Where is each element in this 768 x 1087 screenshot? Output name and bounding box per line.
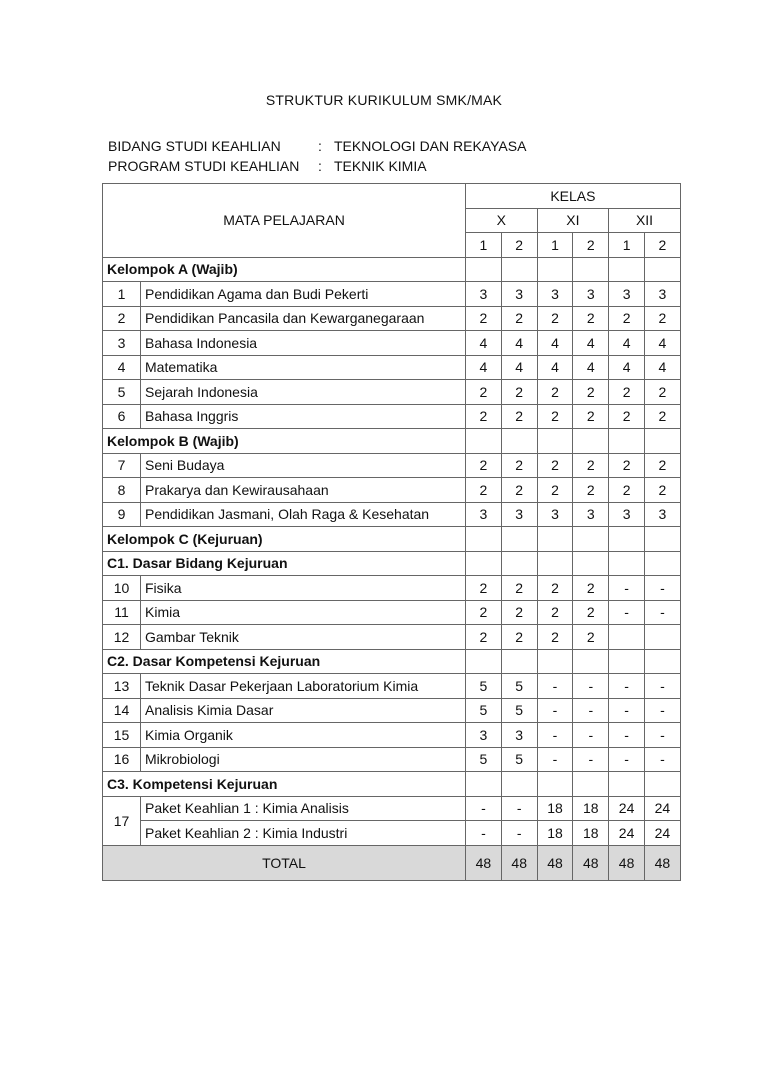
hours-value: 2 <box>609 453 645 478</box>
row-number: 7 <box>103 453 141 478</box>
row-number: 8 <box>103 478 141 503</box>
empty-cell <box>573 772 609 797</box>
empty-cell <box>501 551 537 576</box>
hours-value: 2 <box>537 576 573 601</box>
empty-cell <box>644 551 680 576</box>
total-value: 48 <box>644 845 680 880</box>
empty-cell <box>537 429 573 454</box>
row-number: 5 <box>103 380 141 405</box>
subject-name: Bahasa Inggris <box>141 404 466 429</box>
hours-value: 4 <box>501 355 537 380</box>
empty-cell <box>644 772 680 797</box>
empty-cell <box>501 649 537 674</box>
hours-value: 2 <box>466 404 502 429</box>
hours-value: 2 <box>644 404 680 429</box>
header-subject: MATA PELAJARAN <box>103 184 466 258</box>
empty-cell <box>573 527 609 552</box>
empty-cell <box>466 649 502 674</box>
subject-name: Sejarah Indonesia <box>141 380 466 405</box>
hours-value: 2 <box>573 478 609 503</box>
meta-value: TEKNOLOGI DAN REKAYASA <box>334 138 527 154</box>
hours-value: 2 <box>573 306 609 331</box>
hours-value: 2 <box>644 380 680 405</box>
hours-value: 4 <box>573 355 609 380</box>
hours-value: 5 <box>466 698 502 723</box>
hours-value: 2 <box>466 306 502 331</box>
subject-name: Paket Keahlian 1 : Kimia Analisis <box>141 796 466 821</box>
group-title: C2. Dasar Kompetensi Kejuruan <box>103 649 466 674</box>
hours-value: 2 <box>501 404 537 429</box>
hours-value: 4 <box>466 331 502 356</box>
table-row <box>103 478 681 503</box>
hours-value: 2 <box>609 478 645 503</box>
hours-value: 2 <box>609 306 645 331</box>
hours-value: 24 <box>609 821 645 846</box>
row-number: 3 <box>103 331 141 356</box>
meta-row-bidang <box>108 136 526 156</box>
header-grade: X <box>466 208 538 233</box>
empty-cell <box>609 551 645 576</box>
hours-value: 2 <box>644 453 680 478</box>
subject-name: Fisika <box>141 576 466 601</box>
hours-value: - <box>609 600 645 625</box>
empty-cell <box>609 772 645 797</box>
hours-value: - <box>644 674 680 699</box>
meta-value: TEKNIK KIMIA <box>334 158 427 174</box>
hours-value: 2 <box>466 625 502 650</box>
table-row <box>103 698 681 723</box>
hours-value: - <box>573 698 609 723</box>
hours-value: 2 <box>537 404 573 429</box>
group-title: Kelompok B (Wajib) <box>103 429 466 454</box>
empty-cell <box>501 527 537 552</box>
subject-name: Teknik Dasar Pekerjaan Laboratorium Kimia <box>141 674 466 699</box>
empty-cell <box>501 257 537 282</box>
subject-name: Bahasa Indonesia <box>141 331 466 356</box>
hours-value: 2 <box>501 478 537 503</box>
row-number: 4 <box>103 355 141 380</box>
empty-cell <box>609 257 645 282</box>
empty-cell <box>573 649 609 674</box>
empty-cell <box>501 772 537 797</box>
hours-value: - <box>644 698 680 723</box>
subject-name: Pendidikan Jasmani, Olah Raga & Kesehatan <box>141 502 466 527</box>
hours-value: 5 <box>501 698 537 723</box>
hours-value: 2 <box>537 600 573 625</box>
hours-value <box>609 625 645 650</box>
hours-value: 2 <box>644 478 680 503</box>
program-info <box>108 136 526 176</box>
hours-value: - <box>537 674 573 699</box>
subject-name: Seni Budaya <box>141 453 466 478</box>
hours-value: 3 <box>609 502 645 527</box>
row-number: 6 <box>103 404 141 429</box>
hours-value: 4 <box>501 331 537 356</box>
empty-cell <box>537 772 573 797</box>
hours-value: 2 <box>501 600 537 625</box>
row-number: 1 <box>103 282 141 307</box>
hours-value: - <box>537 698 573 723</box>
total-value: 48 <box>501 845 537 880</box>
subject-name: Prakarya dan Kewirausahaan <box>141 478 466 503</box>
empty-cell <box>573 257 609 282</box>
row-number: 14 <box>103 698 141 723</box>
hours-value: 2 <box>537 306 573 331</box>
group-a-row <box>103 257 681 282</box>
header-kelas: KELAS <box>466 184 681 209</box>
table-row <box>103 282 681 307</box>
hours-value: 5 <box>501 674 537 699</box>
hours-value: 3 <box>501 723 537 748</box>
group-title: C3. Kompetensi Kejuruan <box>103 772 466 797</box>
hours-value: 3 <box>501 282 537 307</box>
empty-cell <box>609 649 645 674</box>
hours-value: 5 <box>466 674 502 699</box>
row-number: 16 <box>103 747 141 772</box>
empty-cell <box>609 429 645 454</box>
meta-label: PROGRAM STUDI KEAHLIAN <box>108 158 300 174</box>
hours-value: - <box>609 747 645 772</box>
hours-value: - <box>644 576 680 601</box>
header-semester: 1 <box>466 233 502 258</box>
hours-value: 2 <box>573 453 609 478</box>
empty-cell <box>644 649 680 674</box>
subject-name: Pendidikan Pancasila dan Kewarganegaraan <box>141 306 466 331</box>
hours-value: 2 <box>466 576 502 601</box>
hours-value: 18 <box>537 821 573 846</box>
hours-value: - <box>644 747 680 772</box>
header-semester: 2 <box>501 233 537 258</box>
subject-name: Matematika <box>141 355 466 380</box>
group-c-row <box>103 527 681 552</box>
hours-value: - <box>573 723 609 748</box>
row-number: 2 <box>103 306 141 331</box>
hours-value: 3 <box>466 282 502 307</box>
hours-value: 4 <box>466 355 502 380</box>
row-number: 13 <box>103 674 141 699</box>
hours-value: 4 <box>537 331 573 356</box>
table-row <box>103 355 681 380</box>
row-number: 12 <box>103 625 141 650</box>
hours-value: 2 <box>644 306 680 331</box>
hours-value: - <box>537 723 573 748</box>
subject-name: Analisis Kimia Dasar <box>141 698 466 723</box>
group-title: Kelompok C (Kejuruan) <box>103 527 466 552</box>
empty-cell <box>573 551 609 576</box>
group-c2-row <box>103 649 681 674</box>
hours-value: 18 <box>573 796 609 821</box>
hours-value: 4 <box>609 331 645 356</box>
total-value: 48 <box>537 845 573 880</box>
row-number: 9 <box>103 502 141 527</box>
subject-name: Kimia Organik <box>141 723 466 748</box>
row-number: 10 <box>103 576 141 601</box>
table-row <box>103 796 681 821</box>
empty-cell <box>466 527 502 552</box>
hours-value: - <box>466 796 502 821</box>
table-row <box>103 331 681 356</box>
hours-value: - <box>573 674 609 699</box>
hours-value: - <box>644 723 680 748</box>
hours-value: - <box>609 576 645 601</box>
hours-value: 3 <box>609 282 645 307</box>
hours-value: 2 <box>501 380 537 405</box>
hours-value: - <box>501 796 537 821</box>
hours-value: 5 <box>466 747 502 772</box>
hours-value: 4 <box>644 331 680 356</box>
hours-value: 24 <box>644 796 680 821</box>
table-row <box>103 821 681 846</box>
empty-cell <box>501 429 537 454</box>
subject-name: Gambar Teknik <box>141 625 466 650</box>
hours-value: 3 <box>537 502 573 527</box>
hours-value: 18 <box>537 796 573 821</box>
hours-value: 2 <box>573 380 609 405</box>
table-row <box>103 747 681 772</box>
subject-name: Pendidikan Agama dan Budi Pekerti <box>141 282 466 307</box>
subject-name: Mikrobiologi <box>141 747 466 772</box>
hours-value: 2 <box>537 380 573 405</box>
header-grade: XI <box>537 208 609 233</box>
empty-cell <box>644 429 680 454</box>
group-b-row <box>103 429 681 454</box>
table-row <box>103 502 681 527</box>
header-semester: 1 <box>609 233 645 258</box>
group-title: C1. Dasar Bidang Kejuruan <box>103 551 466 576</box>
empty-cell <box>573 429 609 454</box>
hours-value: 3 <box>466 723 502 748</box>
empty-cell <box>537 527 573 552</box>
hours-value: - <box>609 723 645 748</box>
meta-colon: : <box>318 138 322 154</box>
hours-value: 3 <box>644 502 680 527</box>
empty-cell <box>537 649 573 674</box>
table-row <box>103 453 681 478</box>
hours-value: - <box>537 747 573 772</box>
hours-value: 2 <box>573 625 609 650</box>
header-grade: XII <box>609 208 681 233</box>
total-value: 48 <box>573 845 609 880</box>
hours-value: 4 <box>609 355 645 380</box>
hours-value: 2 <box>537 625 573 650</box>
group-c3-row <box>103 772 681 797</box>
hours-value: 2 <box>609 404 645 429</box>
empty-cell <box>466 257 502 282</box>
hours-value: 2 <box>537 478 573 503</box>
hours-value: 2 <box>609 380 645 405</box>
empty-cell <box>644 527 680 552</box>
hours-value: 3 <box>573 282 609 307</box>
table-row <box>103 600 681 625</box>
hours-value: 4 <box>644 355 680 380</box>
header-semester: 1 <box>537 233 573 258</box>
hours-value: - <box>573 747 609 772</box>
empty-cell <box>466 772 502 797</box>
header-row-kelas <box>103 184 681 209</box>
hours-value <box>644 625 680 650</box>
hours-value: 24 <box>644 821 680 846</box>
total-row <box>103 845 681 880</box>
hours-value: 3 <box>537 282 573 307</box>
row-number: 17 <box>103 796 141 845</box>
table-row <box>103 306 681 331</box>
subject-name: Paket Keahlian 2 : Kimia Industri <box>141 821 466 846</box>
hours-value: 2 <box>573 600 609 625</box>
hours-value: 2 <box>573 404 609 429</box>
hours-value: - <box>609 698 645 723</box>
table-row <box>103 576 681 601</box>
hours-value: 2 <box>501 576 537 601</box>
total-value: 48 <box>466 845 502 880</box>
group-c1-row <box>103 551 681 576</box>
hours-value: 3 <box>466 502 502 527</box>
hours-value: 2 <box>501 625 537 650</box>
total-label: TOTAL <box>103 845 466 880</box>
header-semester: 2 <box>644 233 680 258</box>
header-semester: 2 <box>573 233 609 258</box>
document-title: STRUKTUR KURIKULUM SMK/MAK <box>265 92 503 108</box>
hours-value: 2 <box>466 600 502 625</box>
empty-cell <box>644 257 680 282</box>
hours-value: 4 <box>537 355 573 380</box>
hours-value: 2 <box>466 478 502 503</box>
hours-value: 5 <box>501 747 537 772</box>
hours-value: 3 <box>644 282 680 307</box>
hours-value: 2 <box>466 453 502 478</box>
hours-value: 2 <box>501 306 537 331</box>
empty-cell <box>466 429 502 454</box>
table-row <box>103 404 681 429</box>
subject-name: Kimia <box>141 600 466 625</box>
meta-colon: : <box>318 158 322 174</box>
empty-cell <box>537 551 573 576</box>
hours-value: 18 <box>573 821 609 846</box>
hours-value: - <box>644 600 680 625</box>
hours-value: 4 <box>573 331 609 356</box>
hours-value: 2 <box>537 453 573 478</box>
hours-value: 24 <box>609 796 645 821</box>
row-number: 11 <box>103 600 141 625</box>
empty-cell <box>537 257 573 282</box>
hours-value: - <box>501 821 537 846</box>
total-value: 48 <box>609 845 645 880</box>
empty-cell <box>609 527 645 552</box>
table-row <box>103 380 681 405</box>
hours-value: 3 <box>573 502 609 527</box>
meta-row-program <box>108 156 526 176</box>
hours-value: 2 <box>466 380 502 405</box>
hours-value: - <box>609 674 645 699</box>
hours-value: 2 <box>501 453 537 478</box>
table-row <box>103 674 681 699</box>
table-row <box>103 723 681 748</box>
hours-value: 3 <box>501 502 537 527</box>
group-title: Kelompok A (Wajib) <box>103 257 466 282</box>
row-number: 15 <box>103 723 141 748</box>
hours-value: - <box>466 821 502 846</box>
curriculum-table <box>102 183 681 881</box>
table-row <box>103 625 681 650</box>
hours-value: 2 <box>573 576 609 601</box>
empty-cell <box>466 551 502 576</box>
meta-label: BIDANG STUDI KEAHLIAN <box>108 138 281 154</box>
